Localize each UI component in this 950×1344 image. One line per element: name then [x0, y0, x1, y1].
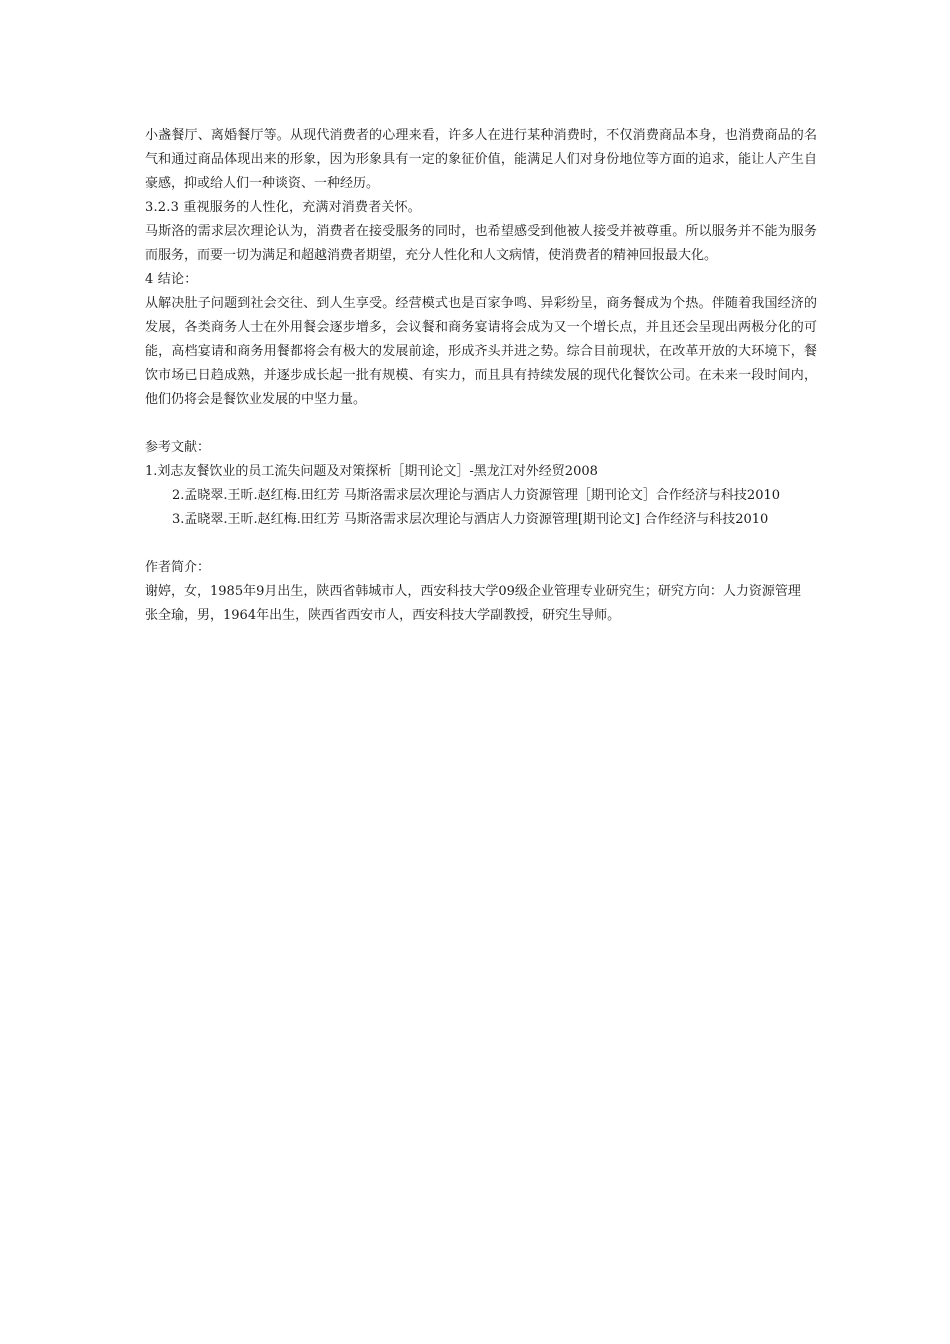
- reference-item: 1.刘志友餐饮业的员工流失问题及对策探析［期刊论文］-黑龙江对外经贸2008: [145, 464, 598, 479]
- section-heading: 3.2.3 重视服务的人性化，充满对消费者关怀。: [145, 200, 422, 215]
- body-paragraph: 从解决肚子问题到社会交往、到人生享受。经营模式也是百家争鸣、异彩纷呈，商务餐成为个热。伴随着我国经济的发展，各类商务人士在外用餐会逐步增多，会议餐和商务宴请将会成为又一个增长点，并且还会呈现出两极分化的可能，高档宴请和商务用餐都将会有极大的发展前途，形成齐头并进之势。综合目前现状，在改革开放的大环境下，餐饮市场已日趋成熟，并逐步成长起一批有规模、有实力，而且具有持续发展的现代化餐饮公司。在未来一段时间内，他们仍将会是餐饮业发展的中坚力量。: [145, 296, 817, 407]
- document-body: [145, 124, 817, 628]
- author-intro-heading: 作者简介：: [145, 560, 211, 575]
- author-bio: 谢婷，女，1985年9月出生，陕西省韩城市人，西安科技大学09级企业管理专业研究生；研究方向：人力资源管理: [145, 584, 801, 599]
- reference-item: 2.孟晓翠.王昕.赵红梅.田红芳 马斯洛需求层次理论与酒店人力资源管理［期刊论文］合作经济与科技2010: [172, 488, 781, 503]
- reference-item: 3.孟晓翠.王昕.赵红梅.田红芳 马斯洛需求层次理论与酒店人力资源管理[期刊论文] 合作经济与科技2010: [172, 512, 769, 527]
- author-bio: 张全瑜，男，1964年出生，陕西省西安市人，西安科技大学副教授，研究生导师。: [145, 608, 621, 623]
- references-heading: 参考文献：: [145, 440, 211, 455]
- spacer: [145, 532, 817, 556]
- body-paragraph: 小盏餐厅、离婚餐厅等。从现代消费者的心理来看，许多人在进行某种消费时，不仅消费商品本身，也消费商品的名气和通过商品体现出来的形象，因为形象具有一定的象征价值，能满足人们对身份地位等方面的追求，能让人产生自豪感，抑或给人们一种谈资、一种经历。: [145, 128, 817, 191]
- conclusion-heading: 4 结论：: [145, 272, 198, 287]
- body-paragraph: 马斯洛的需求层次理论认为，消费者在接受服务的同时，也希望感受到他被人接受并被尊重。所以服务并不能为服务而服务，而要一切为满足和超越消费者期望，充分人性化和人文病情，使消费者的精神回报最大化。: [145, 224, 817, 263]
- spacer: [145, 412, 817, 436]
